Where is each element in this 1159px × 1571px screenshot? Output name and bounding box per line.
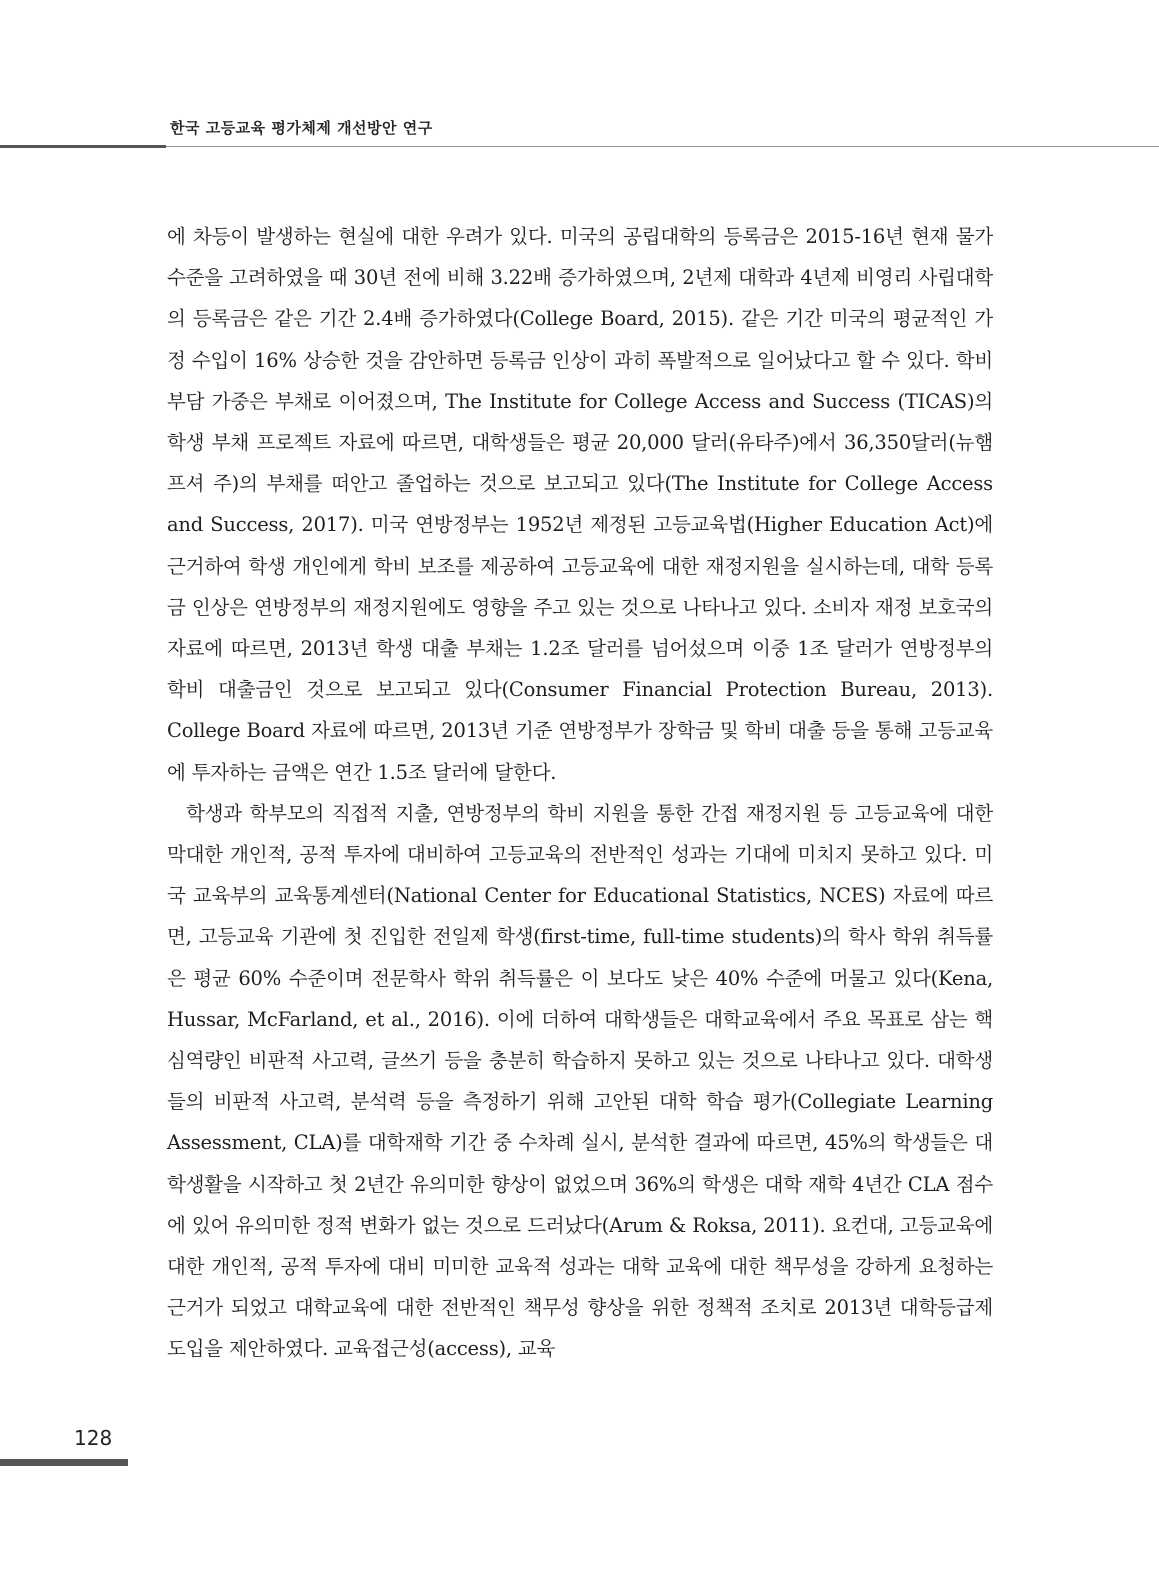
paragraph-1: 에 차등이 발생하는 현실에 대한 우려가 있다. 미국의 공립대학의 등록금은 2015-16년 현재 물가수준을 고려하였을 때 30년 전에 비해 3.22배 증가하였으며, 2년제 대학과 4년제 비영리 사립대학의 등록금은 같은 기간 2.4배 증가하였다(College Board, 2015). 같은 기간 미국의 평균적인 가정 수입이 16% 상승한 것을 감안하면 등록금 인상이 과히 폭발적으로 일어났다고 할 수 있다. 학비 부담 가중은 부채로 이어졌으며, The Institute for College Access and Success (TICAS)의 학생 부채 프로젝트 자료에 따르면, 대학생들은 평균 20,000 달러(유타주)에서 36,350달러(뉴햄프셔 주)의 부채를 떠안고 졸업하는 것으로 보고되고 있다(The Institute for College Access and Success, 2017). 미국 연방정부는 1952년 제정된 고등교육법(Higher Education Act)에 근거하여 학생 개인에게 학비 보조를 제공하여 고등교육에 대한 재정지원을 실시하는데, 대학 등록금 인상은 연방정부의 재정지원에도 영향을 주고 있는 것으로 나타나고 있다. 소비자 재정 보호국의 자료에 따르면, 2013년 학생 대출 부채는 1.2조 달러를 넘어섰으며 이중 1조 달러가 연방정부의 학비 대출금인 것으로 보고되고 있다(Consumer Financial Protection Bureau, 2013). College Board 자료에 따르면, 2013년 기준 연방정부가 장학금 및 학비 대출 등을 통해 고등교육에 투자하는 금액은 연간 1.5조 달러에 달한다. bbox=[167, 225, 993, 784]
footer-rule bbox=[0, 1459, 128, 1466]
header-rule-accent bbox=[0, 145, 166, 148]
body-text bbox=[167, 216, 993, 1370]
paragraph-2: 학생과 학부모의 직접적 지출, 연방정부의 학비 지원을 통한 간접 재정지원 등 고등교육에 대한 막대한 개인적, 공적 투자에 대비하여 고등교육의 전반적인 성과는 기대에 미치지 못하고 있다. 미국 교육부의 교육통계센터(National Center for Educational Statistics, NCES) 자료에 따르면, 고등교육 기관에 첫 진입한 전일제 학생(first-time, full-time students)의 학사 학위 취득률은 평균 60% 수준이며 전문학사 학위 취득률은 이 보다도 낮은 40% 수준에 머물고 있다(Kena, Hussar, McFarland, et al., 2016). 이에 더하여 대학생들은 대학교육에서 주요 목표로 삼는 핵심역량인 비판적 사고력, 글쓰기 등을 충분히 학습하지 못하고 있는 것으로 나타나고 있다. 대학생들의 비판적 사고력, 분석력 등을 측정하기 위해 고안된 대학 학습 평가(Collegiate Learning Assessment, CLA)를 대학재학 기간 중 수차례 실시, 분석한 결과에 따르면, 45%의 학생들은 대학생활을 시작하고 첫 2년간 유의미한 향상이 없었으며 36%의 학생은 대학 재학 4년간 CLA 점수에 있어 유의미한 정적 변화가 없는 것으로 드러났다(Arum & Roksa, 2011). 요컨대, 고등교육에 대한 개인적, 공적 투자에 대비 미미한 교육적 성과는 대학 교육에 대한 책무성을 강하게 요청하는 근거가 되었고 대학교육에 대한 전반적인 책무성 향상을 위한 정책적 조치로 2013년 대학등급제 도입을 제안하였다. 교육접근성(access), 교육 bbox=[167, 801, 993, 1361]
page-number: 128 bbox=[74, 1426, 113, 1450]
running-header-title: 한국 고등교육 평가체제 개선방안 연구 bbox=[170, 119, 433, 137]
header-rule bbox=[166, 146, 1159, 147]
